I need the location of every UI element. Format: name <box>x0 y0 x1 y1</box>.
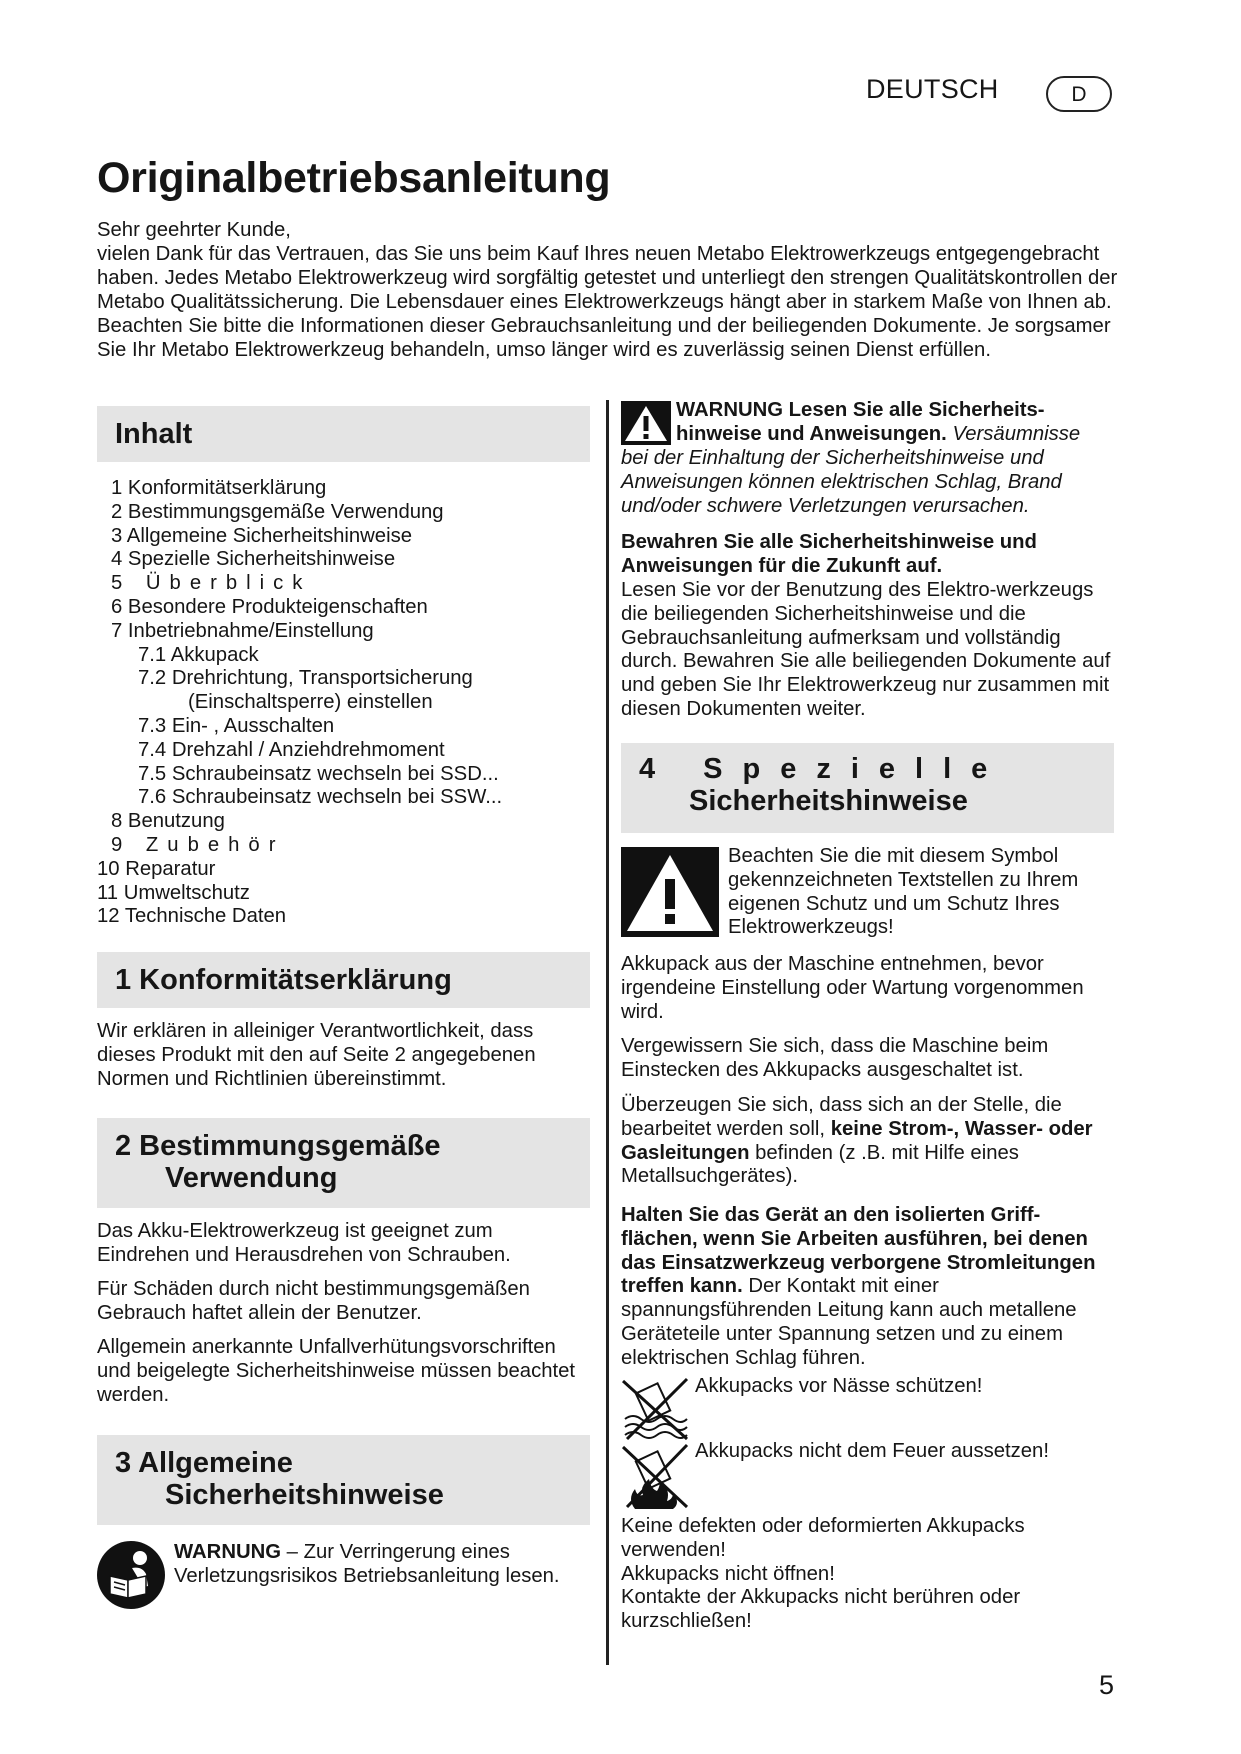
section-3-heading <box>97 1435 590 1525</box>
section-4-p3-bold: keine Strom-, Wasser- oder Gasleitungen <box>621 1117 1093 1164</box>
section-4-heading-line1: 4 Spezielle <box>639 753 1008 785</box>
keep-instructions-bold: Bewahren Sie alle Sicherheitshinweise und Anweisungen für die Zukunft auf. <box>621 531 1037 577</box>
intro <box>97 218 1127 362</box>
toc-item: 7 Inbetriebnahme/Einstellung <box>111 619 374 642</box>
section-2-paragraph: Das Akku-Elektrowerkzeug ist geeignet zum Eindrehen und Herausdrehen von Schrauben. <box>97 1220 511 1266</box>
section-1-text: Wir erklären in alleiniger Verantwortlichkeit, dass dieses Produkt mit den auf Seite 2 angegebenen Normen und Richtlinien übereinstimmt. <box>97 1020 536 1090</box>
language-label: DEUTSCH <box>866 74 999 104</box>
toc-item: 7.6 Schraubeinsatz wechseln bei SSW... <box>138 786 503 809</box>
right-warning-line2 <box>676 423 1116 447</box>
toc-item: 7.4 Drehzahl / Anziehdrehmoment <box>138 738 445 761</box>
icon-fire-text: Akkupacks nicht dem Feuer aussetzen! <box>695 1440 1049 1462</box>
section-2-paragraph: Allgemein anerkannte Unfallverhütungsvorschriften und beigelegte Sicherheitshinweise müssen beachtet werden. <box>97 1336 576 1406</box>
warning-triangle-icon <box>621 847 719 937</box>
section-3-warning <box>174 1541 584 1589</box>
battery-defect-warning: Keine defekten oder deformierten Akkupacks verwenden! <box>621 1515 1025 1561</box>
language-badge: D <box>1046 76 1112 112</box>
column-divider <box>606 400 609 1665</box>
toc-item: 2 Bestimmungsgemäße Verwendung <box>111 500 444 523</box>
toc-item: 1 Konformitätserklärung <box>111 477 327 499</box>
toc-item: 8 Benutzung <box>111 810 225 833</box>
page-title: Originalbetriebsanleitung <box>97 154 611 202</box>
section-4-paragraph: Akkupack aus der Maschine entnehmen, bevor irgendeine Einstellung oder Wartung vorgenommen wird. <box>621 953 1084 1023</box>
section-4-p3-end: befinden (z .B. mit Hilfe eines Metallsuchgerätes). <box>621 1141 1019 1188</box>
no-fire-icon <box>621 1443 691 1513</box>
warning-triangle-icon <box>621 401 671 445</box>
section-1-heading <box>97 952 590 1008</box>
section-2-heading <box>97 1118 590 1208</box>
warning-label: WARNUNG <box>174 1541 282 1563</box>
right-warning-italic-2: bei der Einhaltung der Sicherheitshinweise und Anweisungen können elektrischen Schlag, Brand und/oder schwere Verletzungen verursachen. <box>621 447 1062 517</box>
toc-item: 11 Umweltschutz <box>97 881 250 904</box>
section-3-heading-line1: 3 Allgemeine <box>115 1447 293 1479</box>
section-4-final-text <box>621 1515 1101 1634</box>
page-number: 5 <box>1099 1670 1115 1700</box>
icon-water-text: Akkupacks vor Nässe schützen! <box>695 1375 983 1397</box>
table-of-contents <box>97 477 577 929</box>
intro-greeting: Sehr geehrter Kunde, <box>97 219 291 241</box>
toc-item: 5 Überblick <box>111 572 312 595</box>
toc-item: 7.5 Schraubeinsatz wechseln bei SSD... <box>138 762 499 785</box>
toc-item: (Einschaltsperre) einstellen <box>188 691 433 714</box>
section-4-paragraph <box>621 1204 1116 1371</box>
intro-text: vielen Dank für das Vertrauen, das Sie uns beim Kauf Ihres neuen Metabo Elektrowerkzeugs entgegengebracht haben. Jedes Metabo Elektrowerkzeug wird sorgfältig getestet und unterliegt den strengen Qualitätskontrollen der Metabo Qualitätssicherung. Die Lebensdauer eines Elektrowerkzeugs hängt aber in starkem Maße von Ihnen ab. Beachten Sie bitte die Informationen dieser Gebrauchsanleitung und der beiliegenden Dokumente. Je sorgsamer Sie Ihr Metabo Elektrowerkzeug behandeln, umso länger wird es zuverlässig seinen Dienst erfüllen. <box>97 243 1118 361</box>
read-manual-icon <box>96 1540 166 1610</box>
section-4-heading-line2: Sicherheitshinweise <box>689 785 968 817</box>
right-warning-italic-1: Versäumnisse <box>952 423 1081 445</box>
section-2-heading-line2: Verwendung <box>165 1162 338 1194</box>
toc-item: 7.2 Drehrichtung, Transportsicherung <box>138 667 473 690</box>
toc-item: 10 Reparatur <box>97 857 216 880</box>
toc-item: 12 Technische Daten <box>97 905 287 928</box>
toc-heading <box>97 406 590 462</box>
section-4-paragraph: Vergewissern Sie sich, dass die Maschine beim Einstecken des Akkupacks ausgeschaltet ist. <box>621 1035 1049 1081</box>
toc-item: 7.1 Akkupack <box>138 643 259 666</box>
section-4-p4-bold: Halten Sie das Gerät an den isolierten Griff-flächen, wenn Sie Arbeiten ausführen, bei denen das Einsatzwerkzeug verborgene Stromleitungen treffen kann. <box>621 1204 1096 1298</box>
no-water-icon <box>621 1377 691 1443</box>
section-4-p4-text: Der Kontakt mit einer spannungsführenden Leitung kann auch metallene Geräteteile unter Spannung setzen und zu einem elektrischen Schlag führen. <box>621 1275 1077 1369</box>
section-1-heading-text: 1 Konformitätserklärung <box>115 964 452 996</box>
section-3-heading-line2: Sicherheitshinweise <box>165 1479 444 1511</box>
keep-instructions-text: Lesen Sie vor der Benutzung des Elektro-werkzeugs die beiliegenden Sicherheitshinweise und die Gebrauchsanleitung aufmerksam und vollständig durch. Bewahren Sie alle beiliegenden Dokumente auf und geben Sie Ihr Elektrowerkzeug nur zusammen mit diesen Dokumenten weiter. <box>621 579 1111 720</box>
warning-text: – Zur Verringerung eines Verletzungsrisikos Betriebsanleitung lesen. <box>174 1541 560 1587</box>
right-warning-bold: hinweise und Anweisungen. <box>676 423 947 445</box>
toc-item: 7.3 Ein- , Ausschalten <box>138 714 335 737</box>
battery-open-warning: Akkupacks nicht öffnen! <box>621 1562 835 1585</box>
section-2-heading-line1: 2 Bestimmungsgemäße <box>115 1130 441 1162</box>
toc-item: 4 Spezielle Sicherheitshinweise <box>111 548 396 571</box>
toc-item: 3 Allgemeine Sicherheitshinweise <box>111 524 413 547</box>
section-2-paragraph: Für Schäden durch nicht bestimmungsgemäßen Gebrauch haftet allein der Benutzer. <box>97 1278 530 1324</box>
section-4-heading <box>621 743 1114 833</box>
battery-contacts-warning: Kontakte der Akkupacks nicht berühren oder kurzschließen! <box>621 1586 1021 1633</box>
toc-heading-text: Inhalt <box>115 418 193 450</box>
section-4-p3-start: Überzeugen Sie sich, dass sich an der Stelle, die bearbeitet werden soll, <box>621 1094 1062 1140</box>
section-4-paragraph <box>621 1094 1116 1189</box>
section-4-symbol-text: Beachten Sie die mit diesem Symbol gekennzeichneten Textstellen zu Ihrem eigenen Schutz und um Schutz Ihres Elektrowerkzeugs! <box>728 845 1079 939</box>
right-warning-line1: WARNUNG Lesen Sie alle Sicherheits- <box>676 399 1045 421</box>
toc-item: 6 Besondere Produkteigenschaften <box>111 595 428 618</box>
toc-item: 9 Zubehör <box>111 833 285 856</box>
